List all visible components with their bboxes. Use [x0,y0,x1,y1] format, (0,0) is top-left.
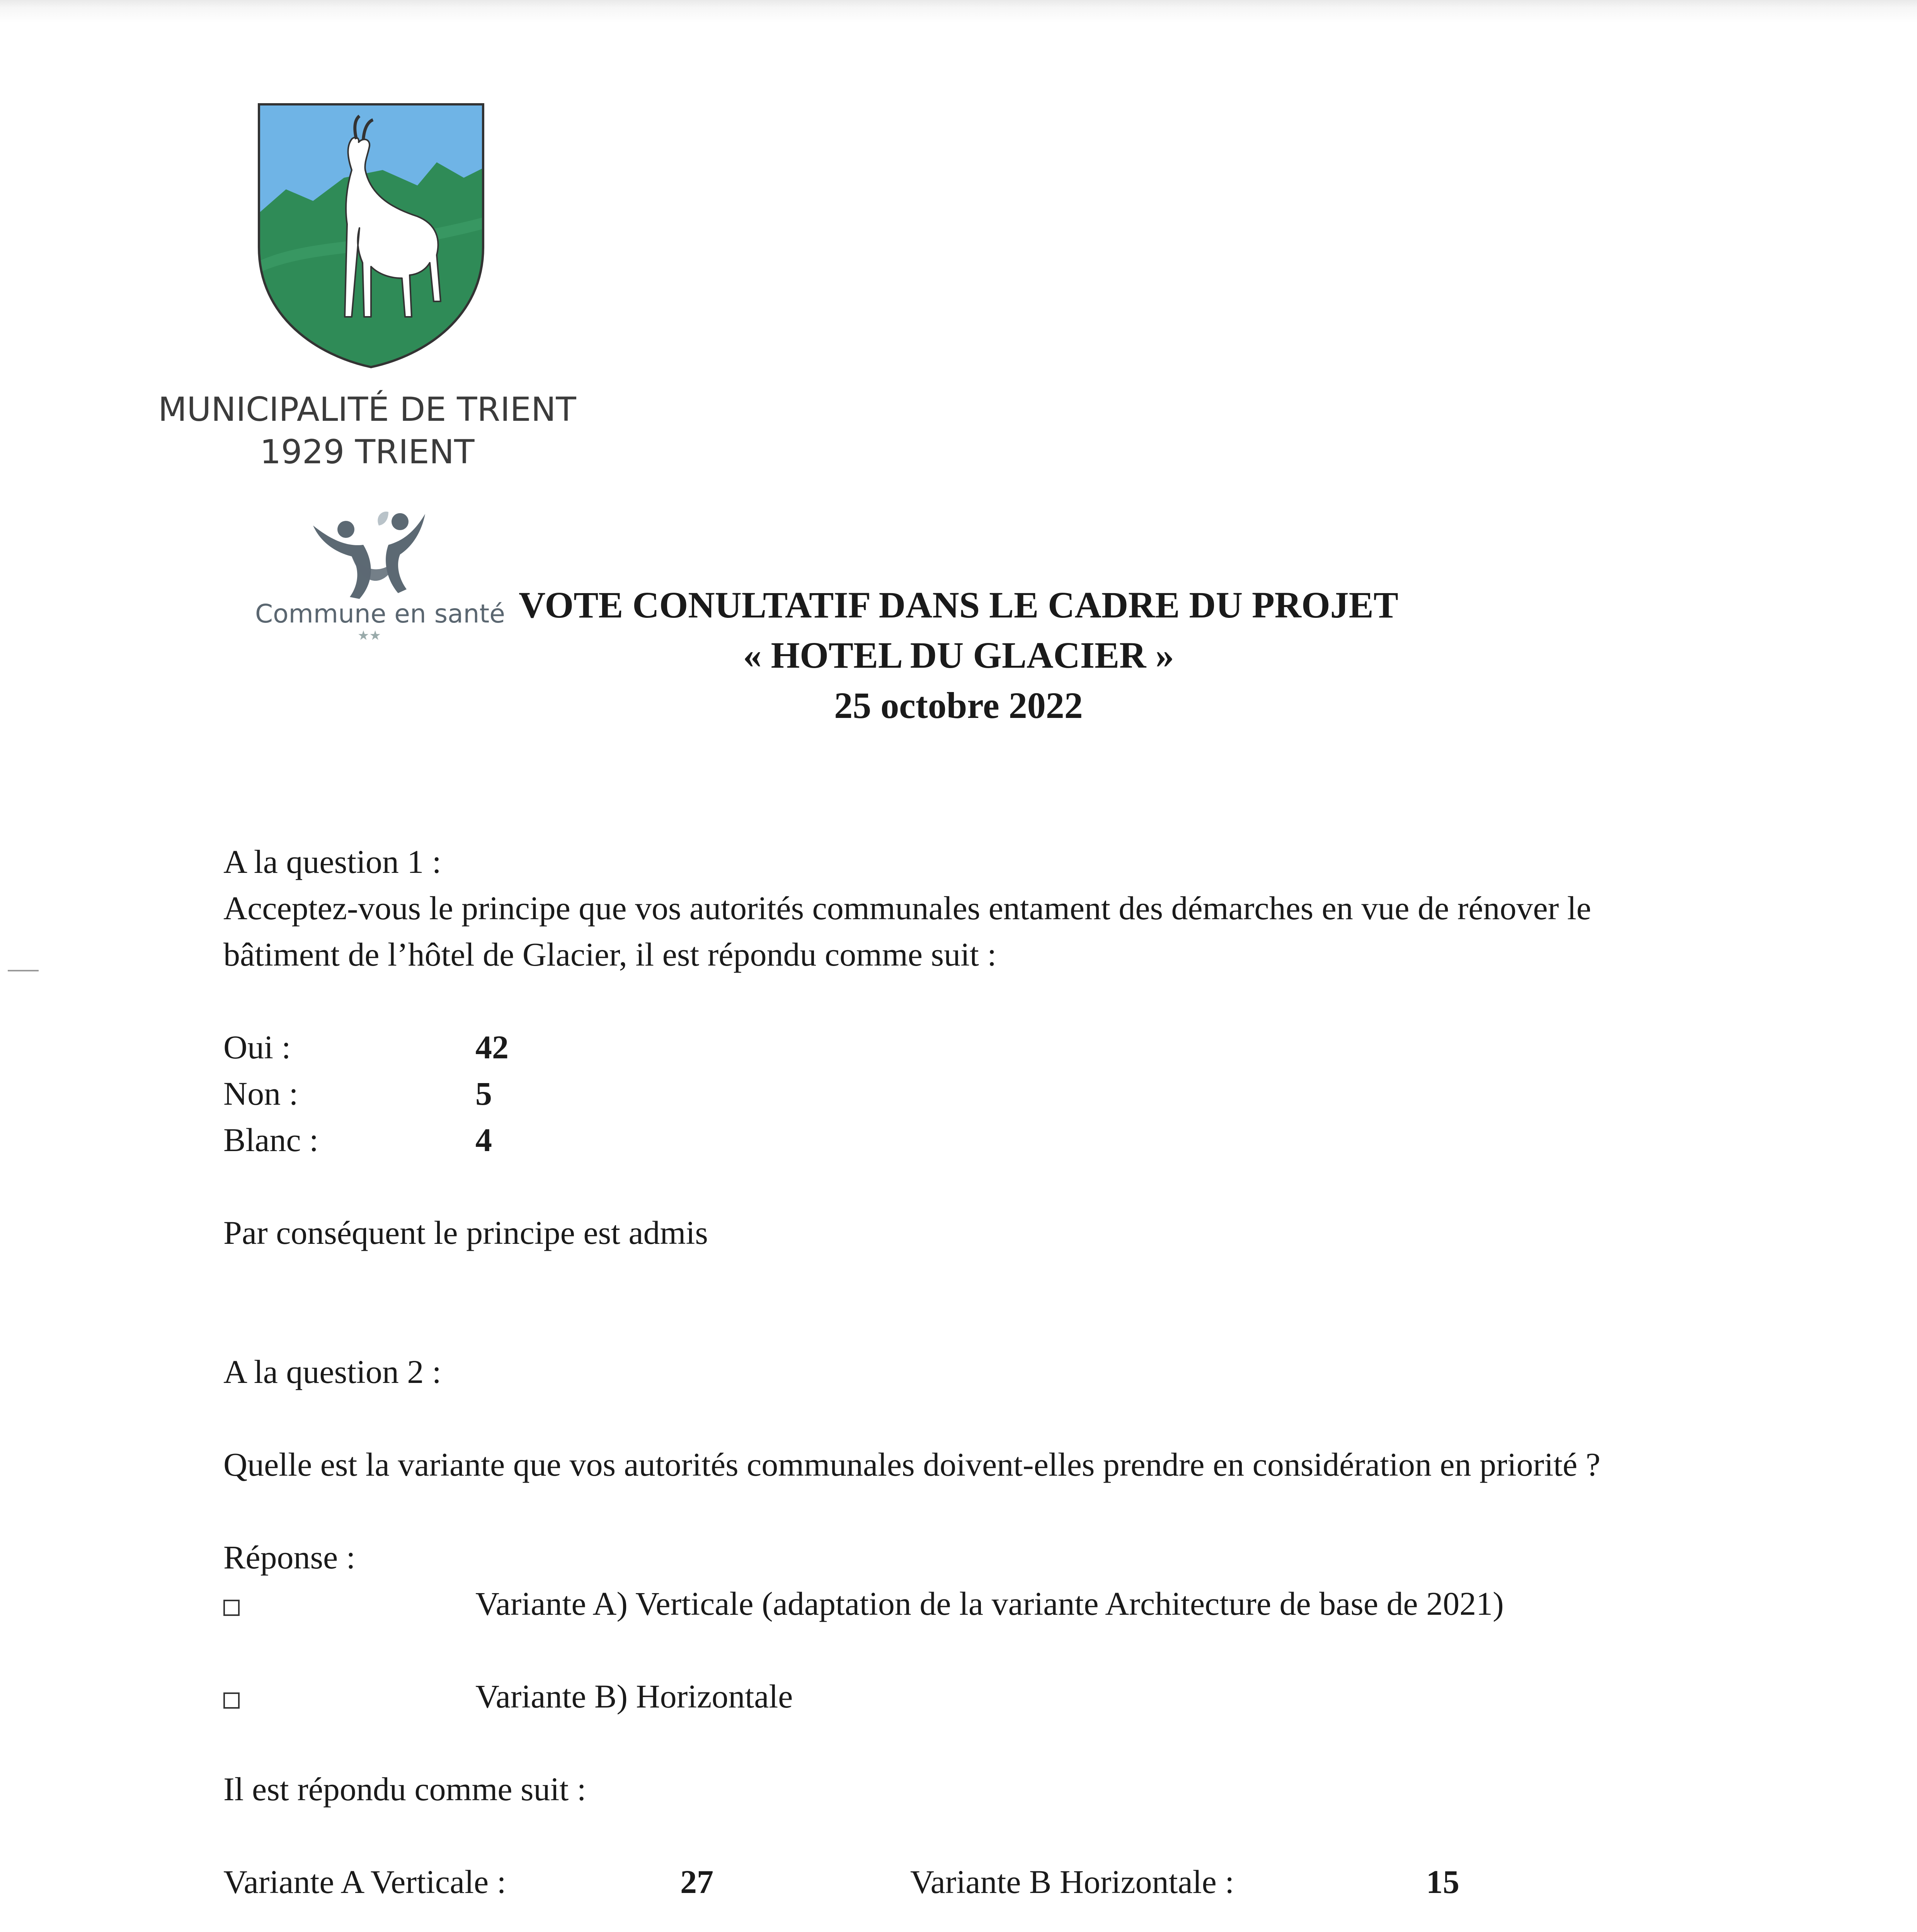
municipality-name: MUNICIPALITÉ DE TRIENT [158,390,576,429]
option-a-label: Variante A) Verticale (adaptation de la variante Architecture de base de 2021) [475,1585,1504,1622]
option-a-checkbox[interactable] [223,1600,240,1616]
municipality-postal: 1929 TRIENT [260,433,475,471]
question1-text: Acceptez-vous le principe que vos autorités communales entament des démarches en vue de rénover le bâtiment de l’hôtel de Glacier, il est répondu comme suit : [223,889,1591,973]
option-b-label: Variante B) Horizontale [475,1678,793,1715]
commune-en-sante-label: Commune en santé [255,599,505,629]
question2-text: Quelle est la variante que vos autorités communales doivent-elles prendre en considération en priorité ? [223,1446,1600,1483]
q1-result-label: Oui : [223,1029,291,1066]
q2-result-variante-b-value: 15 [1426,1863,1459,1900]
q2-result-variante-a-label: Variante A Verticale : [223,1863,506,1900]
q1-result-label: Blanc : [223,1121,318,1158]
document-title-line1: VOTE CONULTATIF DANS LE CADRE DU PROJET [519,584,1398,626]
document-title-line2: « HOTEL DU GLACIER » [743,634,1174,676]
question1-conclusion: Par conséquent le principe est admis [223,1214,708,1251]
q1-result-value: 42 [475,1029,509,1066]
document-title-date: 25 octobre 2022 [834,685,1083,726]
question2-heading: A la question 2 : [223,1353,441,1390]
question1-heading: A la question 1 : [223,843,441,880]
scan-shadow [0,0,1917,23]
coat-of-arms-icon [255,100,487,371]
scan-mark [8,970,39,971]
q1-result-value: 5 [475,1075,492,1112]
q2-result-variante-b-label: Variante B Horizontale : [910,1863,1234,1900]
q1-result-label: Non : [223,1075,298,1112]
commune-en-sante-logo-icon [305,510,437,611]
q1-result-value: 4 [475,1121,492,1158]
option-b-checkbox[interactable] [223,1692,240,1709]
commune-en-sante-stars: ★★ [358,628,381,643]
question2-intro: Il est répondu comme suit : [223,1770,586,1808]
q2-result-variante-a-value: 27 [680,1863,713,1900]
question2-response-label: Réponse : [223,1539,356,1576]
